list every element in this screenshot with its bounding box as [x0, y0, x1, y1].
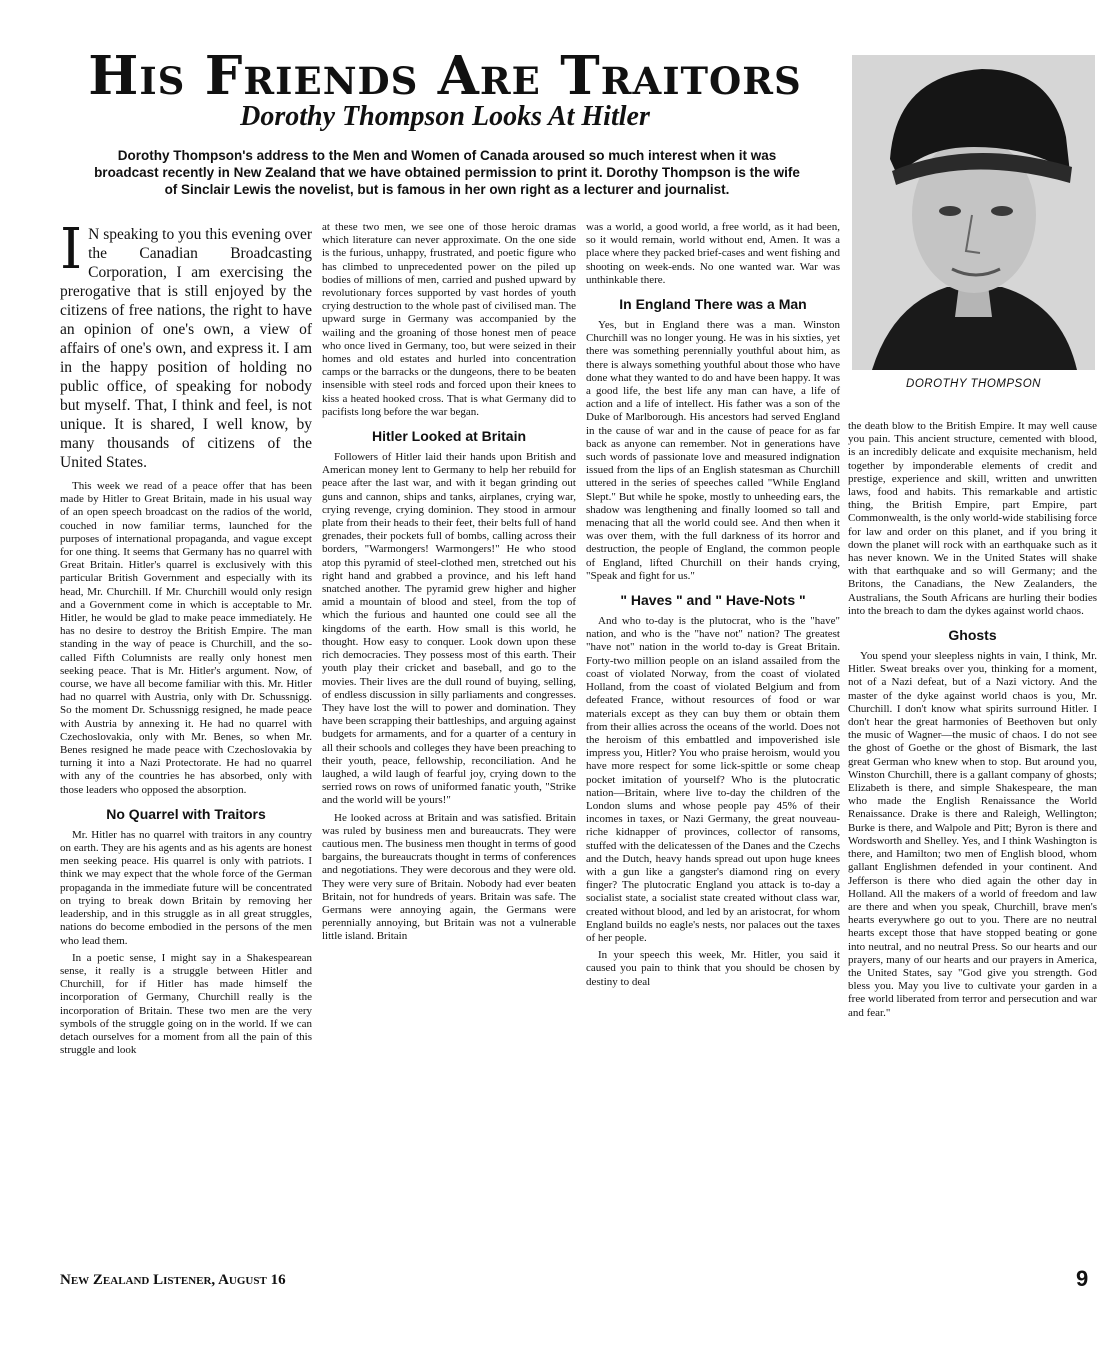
body-paragraph: Followers of Hitler laid their hands upon British and American money lent to Germany to help her rebuild for peace after the last war, and with it began grinding out guns and cannon, ships and tanks, airplanes, crying war, crying revenge, crying dominion. They stood in armour plate from their heads to their feet, their belts full of hand grenades, their pockets full of bombs, calling across their borders, "Warmongers! Warmongers!" He who stood atop this pyramid of steel-clothed men, stretched out his right hand and grabbed a province, and his left hand snatched another. The pyramid grew higher and higher amid a mountain of blood and steel, from the top of which the furious and haunted one could see all the kingdoms of the earth. How small is this world, he thought. How easy to conquer. Look down upon these rich democracies. They possess most of this earth. Their youth play their cricket and baseball, and go to the movies. Their lives are the dull round of buying, selling, of endless discussion in silly parliaments and congresses. They have lost the will to power and domination. They have been scrapping their battleships, and arguing against budgets for armaments, and for a quarter of a century in all their schools and colleges they have been preaching to their youth, peace, fellowship, reconciliation. And he laughed, a wild laugh of fearful joy, crying down to the serried rows on rows of uniformed fanatic youth, "Strike and the world will be yours!"	[322, 451, 576, 807]
section-heading: No Quarrel with Traitors	[106, 805, 266, 822]
body-paragraph: You spend your sleepless nights in vain, I think, Mr. Hitler. Sweat breaks over you, thinking for a moment, not of a Nazi defeat, but of a Nazi victory. And the master of the dyke against world chaos is you, Mr. Churchill. I don't know what spirits surround Hitler. I don't hear the great harmonies of Beethoven but only the music of Wagner—the music of chaos. I do not see the ghost of Goethe or the ghost of Bismark, the last great German who knew when to stop. But around you, Winston Churchill, there is a gallant company of ghosts; Elizabeth is there, and simple Shakespeare, the man who made the English Renaissance the World Renaissance. Drake is there and Raleigh, Wellington; Burke is there, and Walpole and Pitt; Byron is there and Wordsworth and Shelley. Yes, and I think Washington is there, and Hamilton; two men of English blood, whom gallant Englishmen defended in your continent. And Jefferson is there who died again the other day in Holland. All the makers of a world of freedom and law are there and when you speak, Churchill, brave men's hearts everywhere go out to you. There are no neutral hearts except those that have stopped beating or gone into neutral, and no neutral Press. So our hearts and our prayers, many of our hearts and our prayers in America, the United States, say "God give you strength. God bless you. May you live to cultivate your garden in a free world liberated from terror and persecution and war and fear."	[848, 650, 1097, 1019]
article-column-3	[586, 221, 840, 993]
body-paragraph: at these two men, we see one of those heroic dramas which literature can never approximate. On the one side is the furious, unhappy, frustrated, and poetic figure who has climbed to unprecedented power on the piled up bodies of millions of men, carried and pushed upward by revolutionary forces supported by vast hordes of youth crying destruction to the whole past of civilised man. The upward surge in Germany was accompanied by the wailing and the groaning of those honest men of peace who once lived in Germany, too, but were seized in their homes and old estates and hurled into concentration camps or the barracks or the dungeons, there to be beaten insensible with steel rods and forced upon their knees to kiss a heated hooked cross. That is what Germany did to pacifists long before the war began.	[322, 221, 576, 418]
body-paragraph: was a world, a good world, a free world, as it had been, so it would remain, world without end, Amen. It was a place where they packed brief-cases and went fishing and shooting on week-ends. No one wanted war. War was unthinkable there.	[586, 221, 840, 286]
body-paragraph: In your speech this week, Mr. Hitler, you said it caused you pain to think that you should be chosen by destiny to deal	[586, 949, 840, 988]
body-paragraph: This week we read of a peace offer that has been made by Hitler to Great Britain, made in his usual way of an open speech broadcast on the radios of the world, couched in now familiar terms, launched for the purposes of international propaganda, and vague except for one thing. It seems that Germany has no quarrel with Great Britain. Hitler's quarrel is exclusively with this particular British Government and especially with its head, Mr. Churchill. If Mr. Churchill would only resign and a Government come in which is acceptable to Mr. Hitler, he would be glad to make peace immediately. He has no desire to destroy the British Empire. The man standing in the way of peace is Churchill, and the so-called Fifth Columnists are really only honest men seeking peace. That is Mr. Hitler's argument. Now, of course, we have all become familiar with this. Mr. Hitler had no quarrel with Austria, only with Dr. Schussnigg. So the moment Dr. Schussnigg resigned, he made peace with Austria by annexing it. He had no quarrel with Czechoslovakia, only with Mr. Benes, so when Mr. Benes resigned he made peace with Czechoslovakia by turning it into a Nazi Protectorate. He had no quarrel with any of the countries he has absorbed, only with those leaders who opposed the absorption.	[60, 480, 312, 796]
section-heading: " Haves " and " Have-Nots "	[620, 592, 806, 609]
body-paragraph: the death blow to the British Empire. It may well cause you pain. This ancient structure, cemented with blood, is an incredibly delicate and exquisite mechanism, held together by imponderable elements of credit and prestige, experience and skill, written and unwritten laws, food and habits. This remarkable and artistic thing, the British Empire, part Empire, part Commonwealth, is the only world-wide stabilising force for law and order on this planet, and if you bring it down the planet will rock with an earthquake such as it has never known. We in the United States will shake with that earthquake and so will Germany; and the Britons, the Canadians, the New Zealanders, the Australians, the South Africans are hurling their bodies into the breach to dam the dykes against world chaos.	[848, 420, 1097, 617]
headline: His Friends Are Traitors	[88, 45, 802, 107]
section-heading: Hitler Looked at Britain	[371, 428, 527, 445]
portrait-photo	[852, 55, 1095, 370]
body-paragraph: Mr. Hitler has no quarrel with traitors in any country on earth. They are his agents and as his agents are honest men seeking peace. His quarrel is only with patriots. I think we may expect that the whole force of the German propaganda in the immediate future will be concentrated on trying to break down Britain by removing her leadership, and in this struggle as in all great struggles, nations do become embodied in the persons of the men who lead them.	[60, 828, 312, 947]
photo-caption: DOROTHY THOMPSON	[906, 378, 1041, 390]
body-paragraph: He looked across at Britain and was satisfied. Britain was ruled by business men and bureaucrats. They were cautious men. The business men thought in terms of good bargains, the bureaucrats thought in terms of conferences and negotiations. They were decorous and they were old. They were very sure of Britain. Nobody had ever beaten Britain, not for hundreds of years. Britain was safe. The Germans were annoying again, the Germans were perennially annoying, but Britain was not a vulnerable little island. Britain	[322, 811, 576, 943]
article-column-2	[322, 221, 576, 948]
section-heading: Ghosts	[948, 627, 997, 644]
intro-paragraph	[60, 217, 312, 472]
section-heading: In England There was a Man	[619, 296, 807, 313]
body-paragraph: And who to-day is the plutocrat, who is the "have" nation, and who is the "have not" nation? The greatest "have not" nation in the world to-day is Great Britain. Forty-two million people on an island assailed from the coast of violated Norway, from the coast of violated Holland, from the coast of violated Belgium and from defeated France, without resources of food or war materials except as they can buy them or obtain them from their allies across the oceans of the world. Does not the heroism of this embattled and impoverished isle impress you, Hitler? You who praise heroism, would you have more respect for some lick-spittle or some cheap pocket imitation of yourself? Who is the plutocratic nation—Britain, where live to-day the children of the London slums and whose people pay 45% of their incomes in taxes, or Nazi Germany, the great nouveau-riche kidnapper of provinces, collector of ransoms, stuffed with the delicatessen of the Danes and the Czechs and the Dutch, heavy hands spread out upon huge knees with a gun like a gangster's diamond ring on every finger? The plutocratic England you attack is to-day a socialist state, a socialist state created without class war, created without blood, and led by an aristocrat, for whom England builds no eagle's nests, nor palaces out the taxes of her people.	[586, 615, 840, 944]
portrait-illustration	[852, 55, 1095, 370]
intro-text: N speaking to you this evening over the Canadian Broadcasting Corporation, I am exercising the prerogative that is still enjoyed by the citizens of free nations, the right to have an opinion of one's own, a view of affairs of one's own, and express it. I am in the happy position of holding no public office, of speaking for nobody but myself. That, I think and feel, is not unique. It is shared, I well know, by many thousands of citizens of the United States.	[60, 226, 312, 471]
standfirst: Dorothy Thompson's address to the Men and Women of Canada aroused so much interest when it was broadcast recently in New Zealand that we have obtained permission to print it. Dorothy Thompson is the wife of Sinclair Lewis the novelist, but is famous in her own right as a lecturer and journalist.	[94, 148, 800, 197]
article-column-4	[848, 420, 1097, 1024]
subheadline: Dorothy Thompson Looks At Hitler	[240, 101, 650, 132]
drop-cap: I	[60, 217, 83, 282]
page-number: 9	[1076, 1266, 1089, 1291]
body-paragraph: Yes, but in England there was a man. Winston Churchill was no longer young. He was in his sixties, yet there was something perennially youthful about him, as there is always something youthful about those who have done what they wanted to do and have been happy. It was a good life, the best life any man can have, a life of action and a life of intellect. His father was a son of the Duke of Marlborough. His ancestors had served England in the cause of war and in the cause of peace for as far back as anyone can remember. Not in generations have such words of passionate love and measured indignation issued from the lips of an English statesman as Churchill uttered in the series of speeches called "While England Slept." But while he spoke, mostly to unheeding ears, the shadow was lengthening and finally loomed so tall and menacing that all the world could see. And then when it was over them, with the full darkness of its horror and destruction, the people of England, the common people of England, lifted Churchill on their hands crying, "Speak and fight for us."	[586, 319, 840, 582]
publication-footer: New Zealand Listener, August 16	[60, 1272, 286, 1288]
article-column-1	[60, 217, 312, 1061]
body-paragraph: In a poetic sense, I might say in a Shakespearean sense, it really is a struggle between Hitler and Churchill, for if Hitler has made himself the incorporation of Germany, Churchill really is the incorporation of Britain. These two men are the very symbols of the struggle going on in the world. If we can detach ourselves for a moment from all the pain of this struggle and look	[60, 951, 312, 1057]
